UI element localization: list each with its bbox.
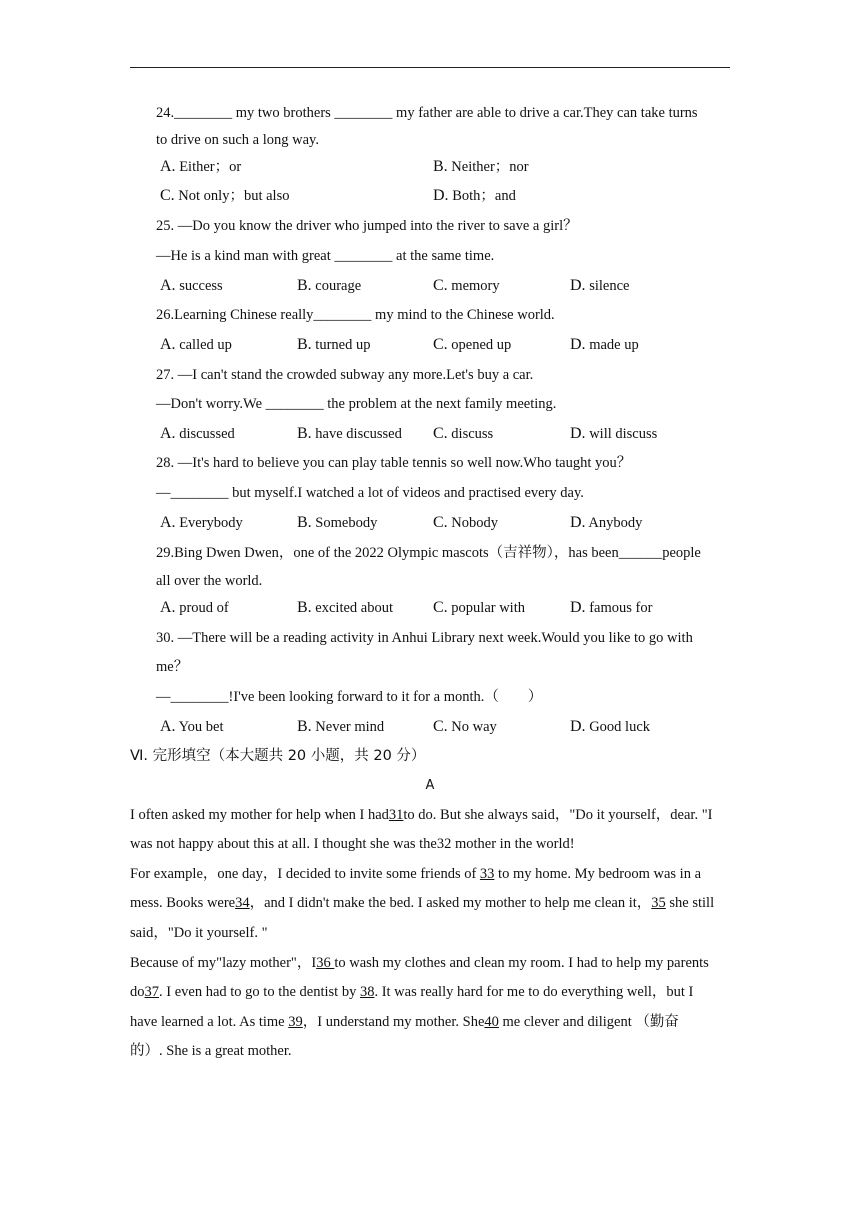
option-a: A. success (160, 277, 223, 294)
option-b: B. excited about (297, 599, 394, 616)
question-29-text: 29.Bing Dwen Dwen，one of the 2022 Olympic mascots（吉祥物），has been______people (156, 545, 701, 561)
passage-line: do37. I even had to go to the dentist by 38. It was really hard for me to do everything well，but I (130, 984, 694, 1000)
question-25-text: —He is a kind man with great ________ at the same time. (156, 248, 495, 264)
passage-line: was not happy about this at all. I thought she was the32 mother in the world! (130, 836, 575, 852)
option-a: A. Either；or (160, 158, 242, 175)
passage-line: mess. Books were34，and I didn't make the bed. I asked my mother to help me clean it，35 she still (130, 895, 715, 911)
passage-line: said，"Do it yourself. " (130, 925, 268, 941)
option-d: D. will discuss (570, 425, 658, 442)
blank-40: 40 (484, 1014, 499, 1030)
option-d: D. Anybody (570, 514, 643, 531)
question-24-text: to drive on such a long way. (156, 132, 319, 148)
option-a: A. called up (160, 336, 232, 353)
option-d: D. made up (570, 336, 639, 353)
option-b: B. courage (297, 277, 362, 294)
option-c: C. Not only；but also (160, 187, 290, 204)
option-a: A. Everybody (160, 514, 243, 531)
blank-33: 33 (479, 866, 495, 882)
option-c: C. popular with (433, 599, 525, 616)
option-a: A. proud of (160, 599, 229, 616)
passage-line: 的）. She is a great mother. (130, 1043, 292, 1059)
option-d: D. famous for (570, 599, 653, 616)
passage-line: I often asked my mother for help when I had31to do. But she always said，"Do it yourself，dear. "I (130, 807, 713, 823)
blank-34: 34 (235, 895, 250, 911)
option-d: D. Both；and (433, 187, 516, 204)
section-heading: Ⅵ. 完形填空（本大题共 20 小题，共 20 分） (130, 748, 426, 764)
question-29-text: all over the world. (156, 573, 263, 589)
question-27-text: —Don't worry.We ________ the problem at the next family meeting. (156, 396, 557, 412)
option-c: C. memory (433, 277, 500, 294)
blank-35: 35 (651, 895, 666, 911)
question-24-text: 24.________ my two brothers ________ my father are able to drive a car.They can take turns (156, 105, 698, 121)
blank-39: 39 (288, 1014, 303, 1030)
blank-36: 36 (316, 955, 335, 971)
option-a: A. You bet (160, 718, 224, 735)
option-c: C. discuss (433, 425, 494, 442)
question-27-text: 27. —I can't stand the crowded subway any more.Let's buy a car. (156, 367, 534, 383)
question-28-text: 28. —It's hard to believe you can play table tennis so well now.Who taught you？ (156, 455, 632, 471)
option-c: C. Nobody (433, 514, 499, 531)
question-26-text: 26.Learning Chinese really________ my mind to the Chinese world. (156, 307, 555, 323)
option-d: D. Good luck (570, 718, 650, 735)
option-c: C. No way (433, 718, 497, 735)
question-28-text: —________ but myself.I watched a lot of videos and practised every day. (156, 485, 584, 501)
passage-line: For example，one day，I decided to invite some friends of 33 to my home. My bedroom was in a (130, 866, 702, 882)
passage-line: have learned a lot. As time 39，I understand my mother. She40 me clever and diligent （勤奋 (130, 1014, 679, 1030)
option-b: B. Somebody (297, 514, 378, 531)
option-b: B. turned up (297, 336, 371, 353)
question-25-text: 25. —Do you know the driver who jumped into the river to save a girl？ (156, 218, 578, 234)
blank-38: 38 (359, 984, 375, 1000)
blank-31: 31 (388, 807, 404, 823)
option-b: B. Never mind (297, 718, 385, 735)
passage-line: Because of my"lazy mother"，I36 to wash my clothes and clean my room. I had to help my parents (130, 955, 709, 971)
option-b: B. Neither；nor (433, 158, 529, 175)
question-30-text: 30. —There will be a reading activity in Anhui Library next week.Would you like to go with (156, 630, 693, 646)
question-30-text: me？ (156, 659, 189, 675)
option-c: C. opened up (433, 336, 512, 353)
option-d: D. silence (570, 277, 630, 294)
question-30-text: —________!I've been looking forward to it for a month.（ ） (156, 689, 543, 705)
header-rule (130, 67, 730, 68)
blank-37: 37 (144, 984, 159, 1000)
part-label: A (425, 778, 435, 793)
option-b: B. have discussed (297, 425, 402, 442)
option-a: A. discussed (160, 425, 235, 442)
